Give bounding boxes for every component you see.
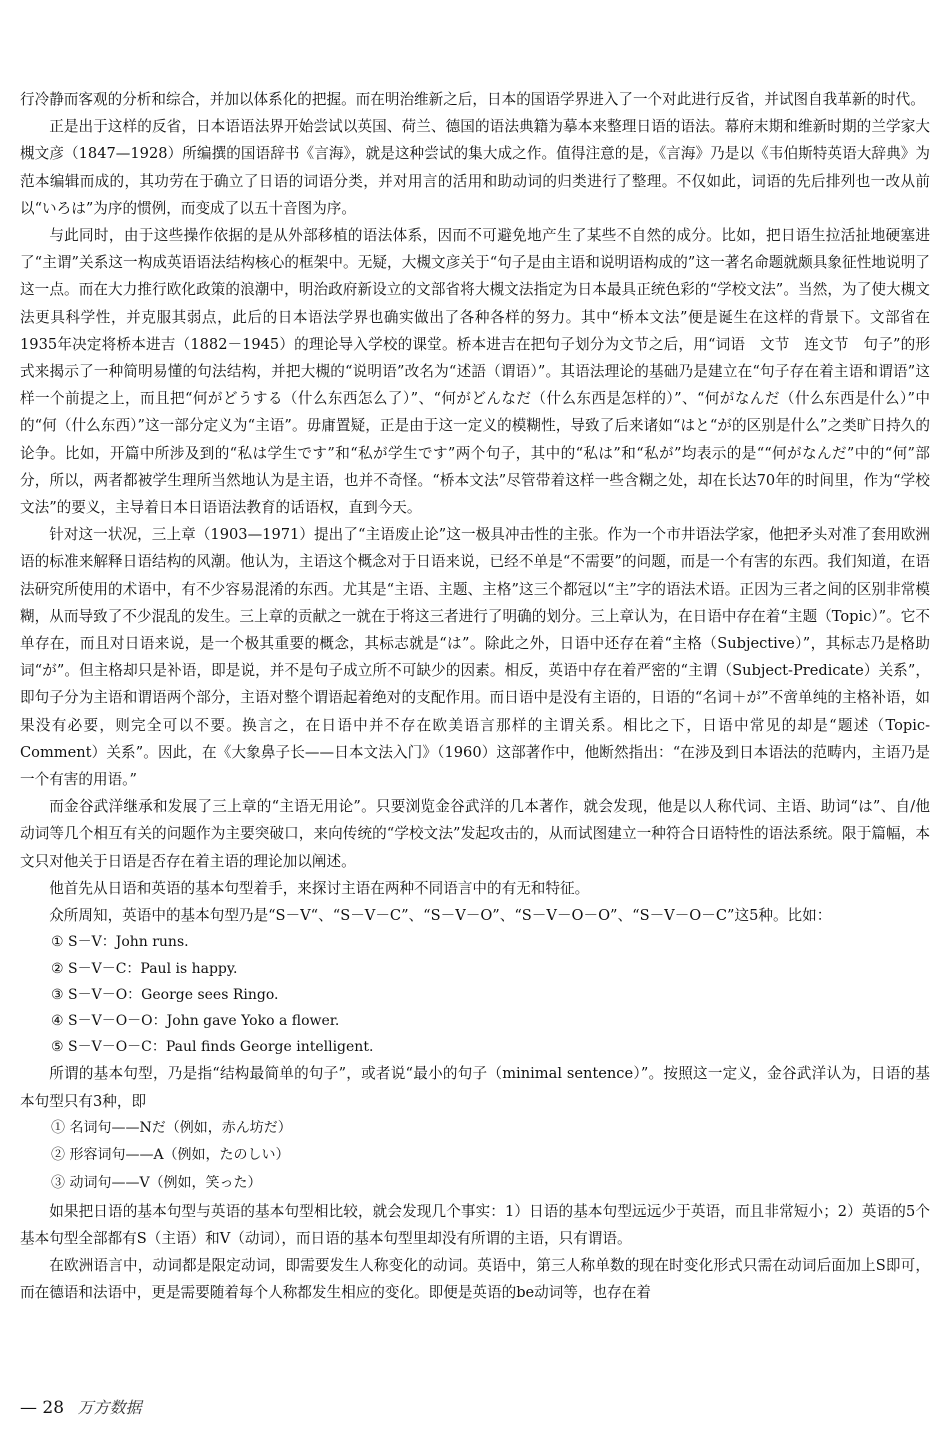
example-item: ③ 动词句——V（例如，笑った） [51,1174,262,1191]
paragraph: 针对这一状况，三上章（1903—1971）提出了“主语废止论”这一极具冲击性的主张。作为一个市井语法学家，他把矛头对准了套用欧洲语的标准来解释日语结构的风潮。他认为，主语这个概念对于日语来说，已经不单是“不需要”的问题，而是一个有害的东西。我们知道，在语法研究所使用的术语中，有不少容易混淆的东西。尤其是“主语、主题、主格”这三个都冠以“主”字的语法术语。正因为三者之间的区别非常模糊，从而导致了不少混乱的发生。三上章的贡献之一就在于将这三者进行了明确的划分。三上章认为，在日语中存在着“主题（Topic）”。它不单存在，而且对日语来说，是一个极其重要的概念，其标志就是“は”。除此之外，日语中还存在着“主格（Subjective）”，其标志乃是格助词“が”。但主格却只是补语，即是说，并不是句子成立所不可缺少的因素。相反，英语中存在着严密的“主谓（Subject-Predicate）关系”，即句子分为主语和谓语两个部分，主语对整个谓语起着绝对的支配作用。而日语中是没有主语的，日语的“名词＋が”不啻单纯的主格补语，如果没有必要，则完全可以不要。换言之，在日语中并不存在欧美语言那样的主谓关系。相比之下，日语中常见的却是“题述（Topic-Comment）关系”。因此，在《大象鼻子长——日本文法入门》（1960）这部著作中，他断然指出：“在涉及到日本语法的范畴内，主语乃是一个有害的用语。” [20,526,930,789]
example-item: ① S－V：John runs. [51,934,189,951]
example-item: ③ S－V－O：George sees Ringo. [51,986,279,1003]
example-item: ⑤ S－V－O－C：Paul finds George intelligent. [51,1039,374,1056]
watermark: 万方数据 [77,1398,142,1417]
example-item: ④ S－V－O－O：John gave Yoko a flower. [51,1012,340,1029]
english-examples [20,929,930,1060]
article-body [20,86,930,1306]
paragraph: 在欧洲语言中，动词都是限定动词，即需要发生人称变化的动词。英语中，第三人称单数的现在时变化形式只需在动词后面加上S即可，而在德语和法语中，更是需要随着每个人称都发生相应的变化。即便是英语的be动词等，也存在着 [20,1256,930,1302]
japanese-examples [20,1115,930,1198]
page-footer [20,1395,141,1418]
paragraph: 众所周知，英语中的基本句型乃是“S－V“、“S－V－C”、“S－V－O”、“S－V－O－O”、“S－V－O－C”这5种。比如： [49,907,832,925]
example-item: ② 形容词句——A（例如，たのしい） [51,1147,290,1164]
paragraph: 如果把日语的基本句型与英语的基本句型相比较，就会发现几个事实：1）日语的基本句型远远少于英语，而且非常短小；2）英语的5个基本句型全部都有S（主语）和V（动词），而日语的基本句型里却没有所谓的主语，只有谓语。 [20,1202,930,1247]
paragraph: 行冷静而客观的分析和综合，并加以体系化的把握。而在明治维新之后，日本的国语学界进入了一个对此进行反省，并试图自我革新的时代。 [20,91,925,108]
paragraph: 而金谷武洋继承和发展了三上章的“主语无用论”。只要浏览金谷武洋的几本著作，就会发现，他是以人称代词、主语、助词“は”、自/他动词等几个相互有关的问题作为主要突破口，来向传统的“学校文法”发起攻击的，从而试图建立一种符合日语特性的语法系统。限于篇幅，本文只对他关于日语是否存在着主语的理论加以阐述。 [20,798,930,870]
example-item: ① 名词句——Nだ（例如，赤ん坊だ） [51,1119,292,1136]
example-item: ② S－V－C：Paul is happy. [51,960,238,977]
paragraph: 所谓的基本句型，乃是指“结构最简单的句子”，或者说“最小的句子（minimal sentence）”。按照这一定义，金谷武洋认为，日语的基本句型只有3种，即 [20,1065,930,1110]
paragraph: 正是出于这样的反省，日本语语法界开始尝试以英国、荷兰、德国的语法典籍为摹本来整理日语的语法。幕府末期和维新时期的兰学家大槻文彦（1847—1928）所编撰的国语辞书《言海》，就是这种尝试的集大成之作。值得注意的是，《言海》乃是以《韦伯斯特英语大辞典》为范本编辑而成的，其功劳在于确立了日语的词语分类，并对用言的活用和助动词的归类进行了整理。不仅如此，词语的先后排列也一改从前以“いろは”为序的惯例，而变成了以五十音图为序。 [20,118,930,217]
page-number: — 28 [20,1398,65,1418]
paragraph: 他首先从日语和英语的基本句型着手，来探讨主语在两种不同语言中的有无和特征。 [49,879,590,897]
paragraph: 与此同时，由于这些操作依据的是从外部移植的语法体系，因而不可避免地产生了某些不自然的成分。比如，把日语生拉活扯地硬塞进了“主谓”关系这一构成英语语法结构核心的框架中。无疑，大槻文彦关于“句子是由主语和说明语构成的”这一著名命题就颇具象征性地说明了这一点。而在大力推行欧化政策的浪潮中，明治政府新设立的文部省将大槻文法指定为日本最具正统色彩的“学校文法”。当然，为了使大槻文法更具科学性，并克服其弱点，此后的日本语法学界也确实做出了各种各样的努力。其中“桥本文法”便是诞生在这样的背景下。文部省在1935年决定将桥本进吉（1882－1945）的理论导入学校的课堂。桥本进吉在把句子划分为文节之后，用“词语 文节 连文节 句子”的形式来揭示了一种简明易懂的句法结构，并把大槻的“说明语”改名为“述語（谓语）”。其语法理论的基础乃是建立在“句子存在着主语和谓语”这样一个前提之上，而且把“何がどうする（什么东西怎么了）”、“何がどんなだ（什么东西是怎样的）”、“何がなんだ（什么东西是什么）”中的“何（什么东西）”这一部分定义为“主语”。毋庸置疑，正是由于这一定义的模糊性，导致了后来诸如“はと“が的区别是什么”之类旷日持久的论争。比如，开篇中所涉及到的“私は学生です”和“私が学生です”两个句子，其中的“私は”和“私が”均表示的是““何がなんだ”中的“何”部分，所以，两者都被学生理所当然地认为是主语，也并不奇怪。“桥本文法”尽管带着这样一些含糊之处，却在长达70年的时间里，作为“学校文法”的要义，主导着日本日语语法教育的话语权，直到今天。 [20,227,930,517]
